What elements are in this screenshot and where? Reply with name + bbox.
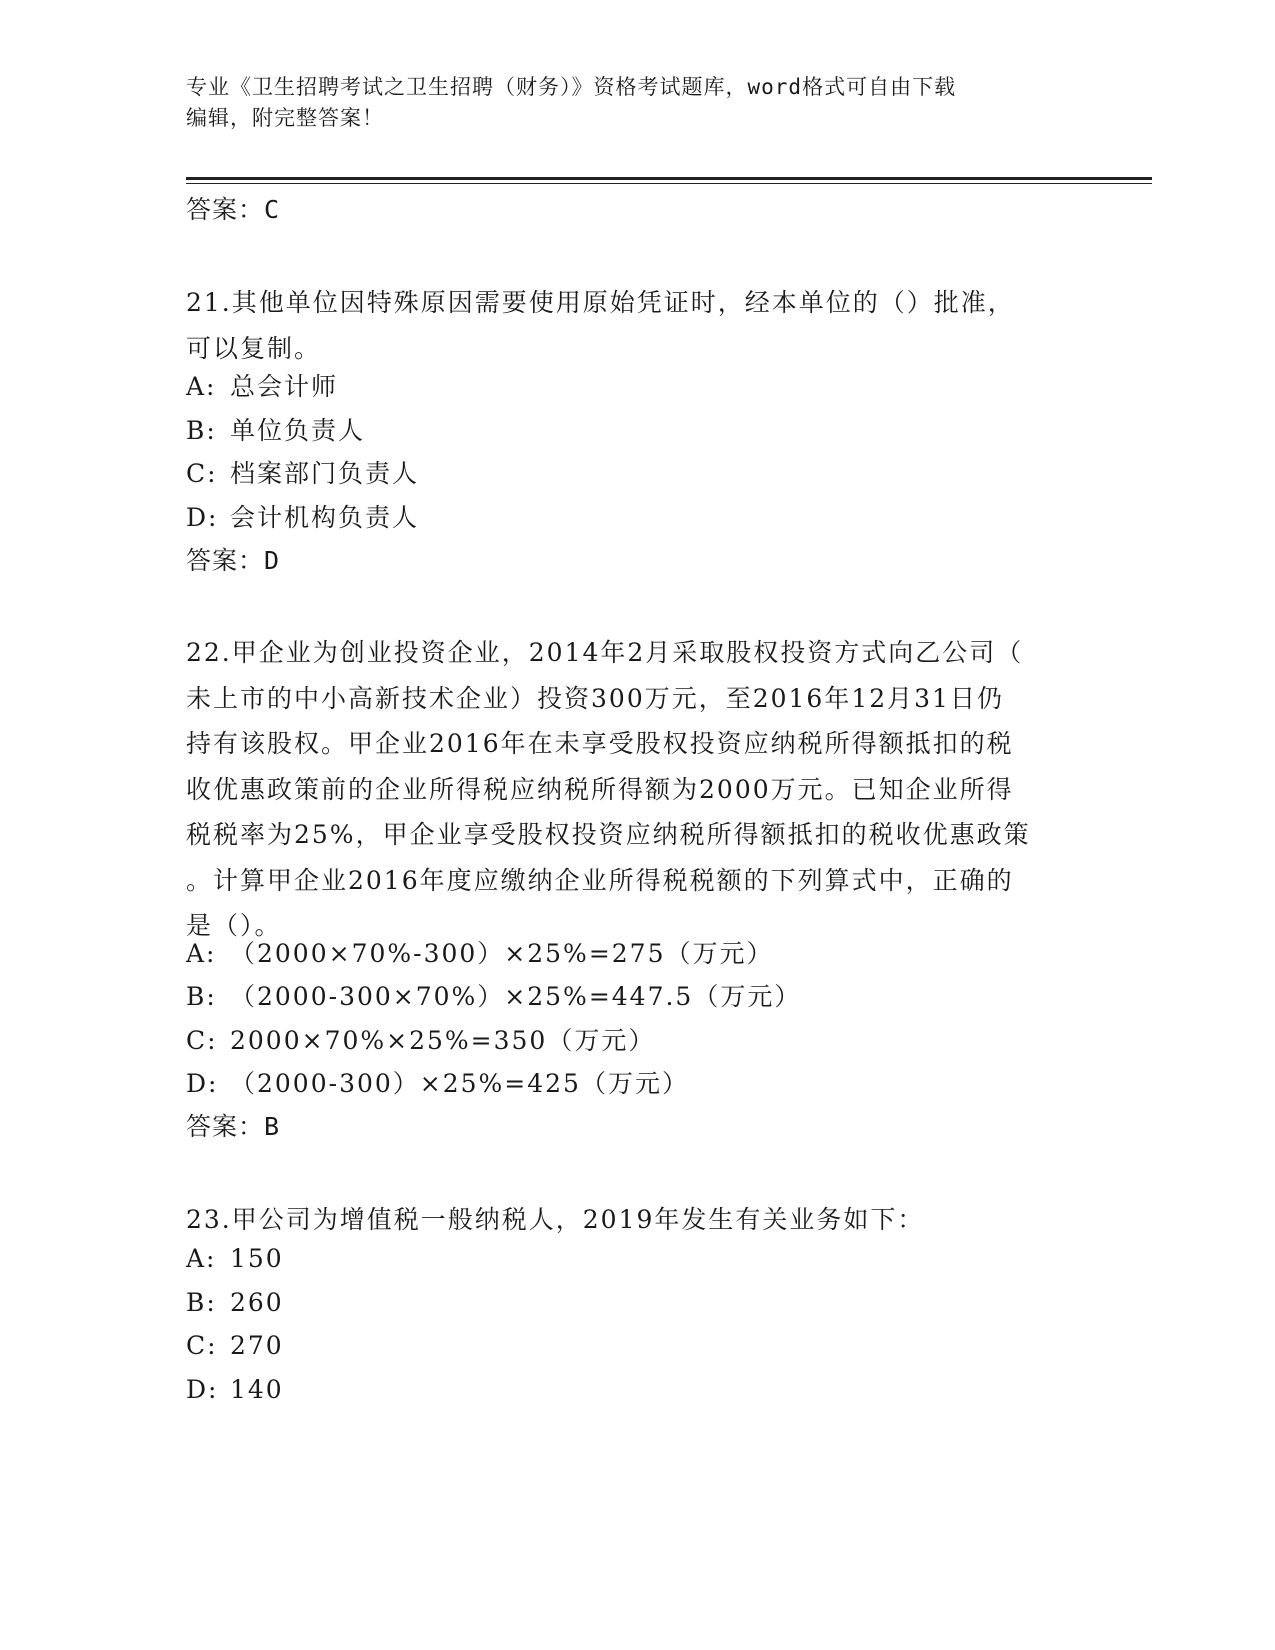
option-text: 2000×70%×25%=350（万元） bbox=[230, 1026, 656, 1055]
question-23-option-c bbox=[186, 1330, 284, 1362]
option-letter: A: bbox=[186, 372, 217, 401]
option-letter: C: bbox=[186, 1331, 218, 1360]
option-letter: D: bbox=[186, 1069, 219, 1098]
option-text: 总会计师 bbox=[230, 372, 339, 401]
option-text: （2000×70%-300）×25%=275（万元） bbox=[230, 939, 774, 968]
question-23-option-d bbox=[186, 1374, 284, 1406]
question-21-option-c bbox=[186, 458, 419, 490]
option-text: 140 bbox=[230, 1375, 284, 1404]
option-letter: B: bbox=[186, 416, 217, 445]
answer-label: 答案： bbox=[186, 195, 265, 224]
question-22-option-d bbox=[186, 1068, 689, 1100]
stem-line: 。计算甲企业2016年度应缴纳企业所得税税额的下列算式中，正确的 bbox=[186, 865, 1014, 895]
answer-value: B bbox=[264, 1112, 281, 1141]
document-header bbox=[186, 72, 1086, 134]
option-text: 150 bbox=[230, 1244, 284, 1273]
question-21-option-d bbox=[186, 502, 419, 534]
stem-line: 收优惠政策前的企业所得税应纳税所得额为2000万元。已知企业所得 bbox=[186, 774, 1014, 804]
question-22-option-c bbox=[186, 1025, 655, 1057]
stem-line: 21.其他单位因特殊原因需要使用原始凭证时，经本单位的（）批准， bbox=[186, 288, 1015, 317]
option-text: （2000-300×70%）×25%=447.5（万元） bbox=[230, 982, 802, 1011]
stem-line: 持有该股权。甲企业2016年在未享受股权投资应纳税所得额抵扣的税 bbox=[186, 729, 1014, 758]
stem-line: 是（）。 bbox=[186, 911, 282, 940]
header-line-1: 专业《卫生招聘考试之卫生招聘（财务）》资格考试题库，word格式可自由下载 bbox=[186, 75, 957, 99]
option-letter: D: bbox=[186, 1375, 219, 1404]
stem-line: 未上市的中小高新技术企业）投资300万元，至2016年12月31日仍 bbox=[186, 683, 1004, 713]
option-letter: C: bbox=[186, 459, 218, 488]
stem-line: 可以复制。 bbox=[186, 333, 322, 363]
stem-line: 22.甲企业为创业投资企业，2014年2月采取股权投资方式向乙公司（ bbox=[186, 638, 1024, 667]
header-rule-thin bbox=[186, 183, 1152, 184]
option-letter: D: bbox=[186, 503, 219, 532]
header-rule-thick bbox=[186, 177, 1152, 180]
option-letter: A: bbox=[186, 1244, 217, 1273]
answer-label: 答案： bbox=[186, 546, 265, 575]
option-letter: B: bbox=[186, 982, 217, 1011]
answer-label: 答案： bbox=[186, 1112, 265, 1141]
option-text: 档案部门负责人 bbox=[230, 459, 420, 488]
answer-line-prev bbox=[186, 194, 280, 226]
option-text: 270 bbox=[230, 1331, 284, 1360]
answer-value: C bbox=[264, 195, 281, 224]
option-text: 260 bbox=[230, 1288, 284, 1317]
question-23-stem bbox=[186, 1197, 1081, 1243]
header-line-2: 编辑，附完整答案！ bbox=[186, 106, 384, 130]
question-23-option-a bbox=[186, 1243, 284, 1275]
question-21-answer bbox=[186, 545, 280, 577]
option-text: 会计机构负责人 bbox=[230, 503, 420, 532]
option-text: （2000-300）×25%=425（万元） bbox=[230, 1069, 689, 1098]
question-22-option-b bbox=[186, 981, 801, 1013]
question-22-stem bbox=[186, 630, 1081, 949]
question-21-option-b bbox=[186, 415, 365, 447]
question-22-answer bbox=[186, 1111, 280, 1143]
answer-value: D bbox=[264, 546, 281, 575]
question-23-option-b bbox=[186, 1287, 284, 1319]
question-21-option-a bbox=[186, 371, 338, 403]
stem-line: 23.甲公司为增值税一般纳税人，2019年发生有关业务如下： bbox=[186, 1205, 925, 1234]
question-21-stem bbox=[186, 280, 1081, 371]
option-letter: C: bbox=[186, 1026, 218, 1055]
option-letter: A: bbox=[186, 939, 217, 968]
option-text: 单位负责人 bbox=[230, 416, 366, 445]
option-letter: B: bbox=[186, 1288, 217, 1317]
question-22-option-a bbox=[186, 938, 773, 970]
stem-line: 税税率为25%，甲企业享受股权投资应纳税所得额抵扣的税收优惠政策 bbox=[186, 820, 1031, 849]
